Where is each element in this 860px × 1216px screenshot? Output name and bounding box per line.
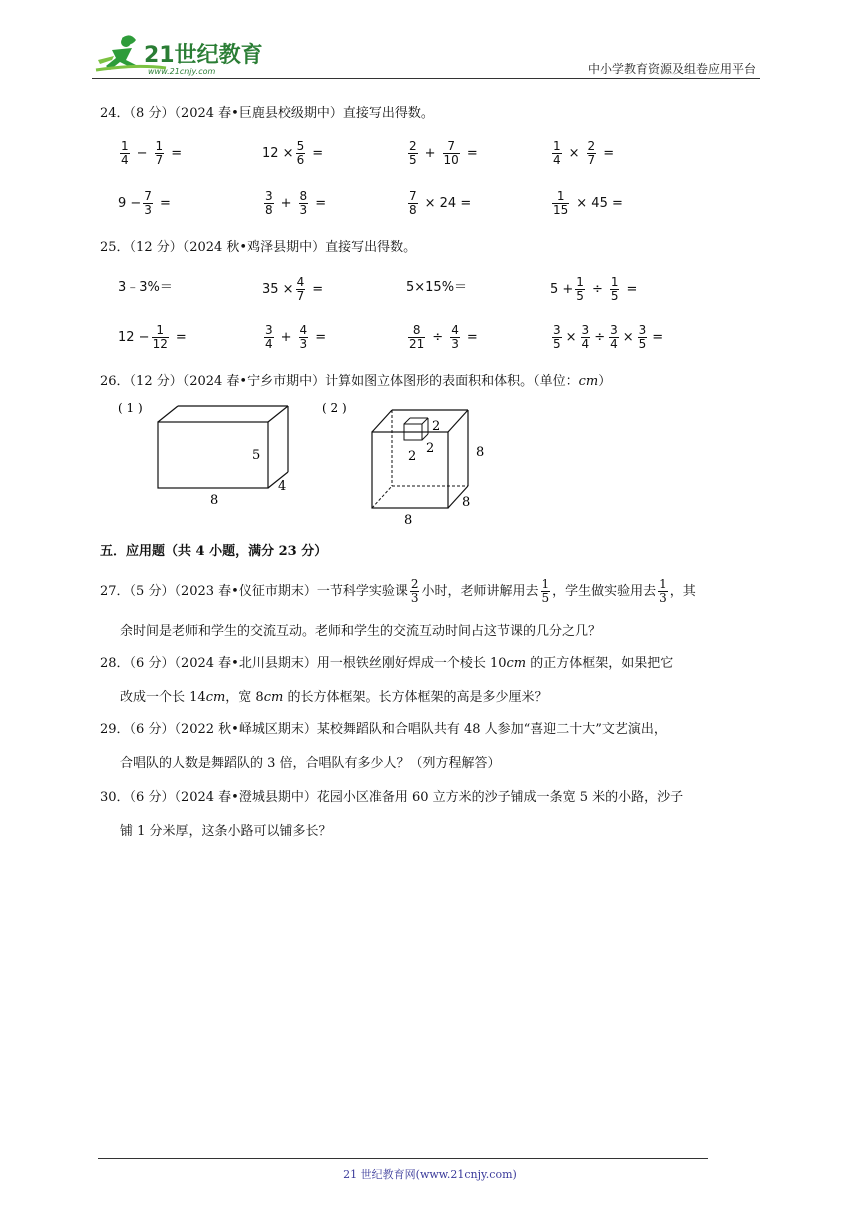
figure-2-length: 8 [404,513,413,528]
q24-item-2: 12 × $\frac{5}{6}$ = [262,139,324,167]
q25-item-8: $\frac{3}{5}$ × $\frac{3}{4}$ ÷ $\frac{3}{4}$ × $\frac{3}{5}$ = [553,323,664,351]
q24-item-1: 1 4 − $\frac{1}{7}$ = [121,139,183,167]
figure-2-small-length: 2 [408,449,417,464]
q24-item-7: $\frac{7}{8}$ × 24 = [409,189,472,217]
q25-item-4: 5 + $\frac{1}{5}$ ÷ $\frac{1}{5}$ = [550,275,638,303]
q26-heading: 26．（12 分）（2024 春•宁乡市期中）计算如图立体图形的表面积和体积。（单位：cm） [100,374,612,389]
q24-item-6: 3 8 + $\frac{8}{3}$ = [265,189,327,217]
q29-line-2: 合唱队的人数是舞蹈队的 3 倍，合唱队有多少人？（列方程解答） [120,756,501,771]
q27-line-1: 27．（5 分）（2023 春•仪征市期末）一节科学实验课 2 3 小时，老师讲解用去 1 5 ，学生做实验用去 1 3 ，其 [100,577,696,605]
svg-text:www.21cnjy.com: www.21cnjy.com [148,67,216,76]
q24-heading: 24．（8 分）（2024 春•巨鹿县校级期中）直接写出得数。 [100,106,434,121]
q30-line-2: 铺 1 分米厚，这条小路可以铺多长？ [120,824,332,839]
section-5-title: 五．应用题（共 4 小题，满分 23 分） [100,544,328,559]
figure-1-length: 8 [210,493,219,508]
figure-cuboid [116,398,306,510]
footer-divider [98,1158,708,1159]
q25-item-3: 5×15%＝ [406,280,468,295]
figure-2-height: 8 [476,445,485,460]
runner-logo-icon [92,30,262,80]
header-divider [92,78,760,79]
figure-2-width: 8 [462,495,471,510]
q24-item-8: $\frac{1}{15}$ × 45 = [553,189,623,217]
q25-heading: 25．（12 分）（2024 秋•鸡泽县期中）直接写出得数。 [100,240,417,255]
q25-item-1: 3﹣3%＝ [118,280,173,295]
q30-line-1: 30．（6 分）（2024 春•澄城县期中）花园小区准备用 60 立方米的沙子铺成一条宽 5 米的小路，沙子 [100,790,684,805]
q24-item-4: $\frac{1}{4}$ × $\frac{2}{7}$ = [553,139,615,167]
figure-2-label: ( 2 ) [322,401,347,415]
figure-cube [320,398,500,528]
q25-item-5: 12 − $\frac{1}{12}$ = [118,323,187,351]
svg-text:21世纪教育: 21世纪教育 [144,43,262,68]
q29-line-1: 29．（6 分）（2022 秋•峄城区期末）某校舞蹈队和合唱队共有 48 人参加“喜迎二十大”文艺演出， [100,722,667,737]
figure-2-small-width: 2 [426,441,435,456]
q24-item-5: 9 − $\frac{7}{3}$ = [118,189,171,217]
figure-1-height: 5 [252,448,261,463]
q25-item-2: 35 × $\frac{4}{7}$ = [262,275,324,303]
header-platform-text: 中小学教育资源及组卷应用平台 [587,62,756,76]
q28-line-1: 28．（6 分）（2024 春•北川县期末）用一根铁丝刚好焊成一个棱长 10cm 的正方体框架，如果把它 [100,656,674,671]
q25-item-7: $\frac{8}{21}$ ÷ $\frac{4}{3}$ = [409,323,478,351]
q28-line-2: 改成一个长 14cm，宽 8cm 的长方体框架。长方体框架的高是多少厘米？ [120,690,548,705]
figure-2-small-height: 2 [432,419,441,434]
site-logo [92,30,262,80]
figure-1-width: 4 [278,479,287,494]
q27-line-2: 余时间是老师和学生的交流互动。老师和学生的交流互动时间占这节课的几分之几？ [120,624,602,639]
q24-item-3: 2 5 + $\frac{7}{10}$ = [409,139,478,167]
figure-1-label: ( 1 ) [118,401,143,415]
q25-item-6: 3 4 + $\frac{4}{3}$ = [265,323,327,351]
footer-site-link[interactable]: 21 世纪教育网(www.21cnjy.com) [343,1168,517,1181]
